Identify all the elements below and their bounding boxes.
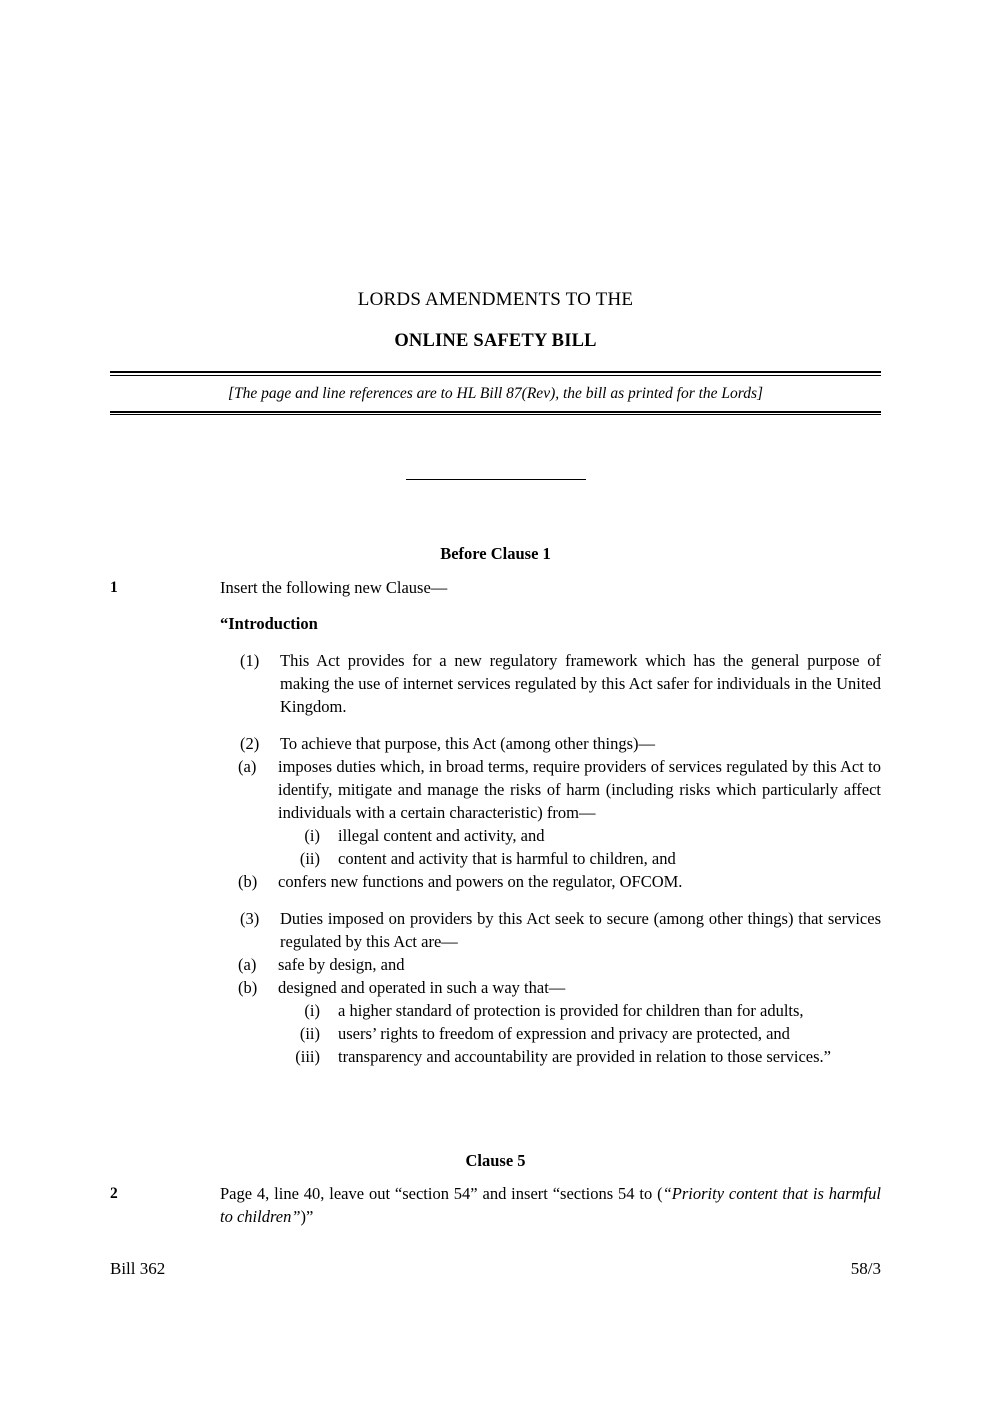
amendment-1-body — [220, 576, 881, 1068]
reference-note-text: [The page and line references are to HL Bill 87(Rev), the bill as printed for the Lords] — [227, 384, 764, 402]
subsection-3-item-b-text: designed and operated in such a way that— — [278, 978, 566, 997]
subsection-2-item-a-i — [220, 824, 881, 847]
subsection-2-marker: (2) — [240, 734, 260, 753]
amendment-2-body — [220, 1182, 881, 1228]
subsection-3-item-b — [220, 976, 881, 999]
inserted-clause-heading: “Introduction — [220, 614, 318, 633]
subsection-3-item-b-i-marker: (i) — [304, 1001, 320, 1020]
section-heading-before-clause-1: Before Clause 1 — [440, 544, 551, 563]
subsection-1 — [220, 649, 881, 718]
subsection-3-marker: (3) — [240, 909, 260, 928]
reference-note-block — [110, 371, 881, 415]
footer-bill-number: Bill 362 — [110, 1259, 166, 1278]
subsection-3-items — [220, 953, 881, 1068]
amendment-1 — [110, 576, 881, 1068]
subsection-2-item-a-i-text: illegal content and activity, and — [338, 826, 545, 845]
subsection-3-item-b-i — [220, 999, 881, 1022]
subsection-2-item-a — [220, 755, 881, 824]
document-title-line1: LORDS AMENDMENTS TO THE — [357, 289, 634, 310]
subsection-3-item-b-marker: (b) — [238, 978, 258, 997]
subsection-1-text: This Act provides for a new regulatory framework which has the general purpose of making the use of internet services regulated by this Act safer for individuals in the United Kingdom. — [280, 651, 881, 716]
subsection-3-item-b-iii-text: transparency and accountability are provided in relation to those services.” — [338, 1047, 831, 1066]
subsection-3-item-b-iii-marker: (iii) — [295, 1047, 320, 1066]
subsection-3-item-b-ii — [220, 1022, 881, 1045]
amendment-2-text-part2: )” — [300, 1207, 314, 1226]
subsection-2-item-a-ii-marker: (ii) — [299, 849, 320, 868]
subsection-3-item-a-text: safe by design, and — [278, 955, 405, 974]
subsection-3-item-b-i-text: a higher standard of protection is provided for children than for adults, — [338, 1001, 804, 1020]
subsection-2-item-a-marker: (a) — [238, 757, 257, 776]
subsection-2-text: To achieve that purpose, this Act (among other things)— — [280, 734, 656, 753]
subsection-2-item-b-text: confers new functions and powers on the regulator, OFCOM. — [278, 872, 683, 891]
subsection-2-item-a-i-marker: (i) — [304, 826, 320, 845]
subsection-2-item-a-ii-text: content and activity that is harmful to children, and — [338, 849, 676, 868]
amendment-1-lead: Insert the following new Clause— — [220, 578, 448, 597]
amendment-2 — [110, 1182, 881, 1228]
subsection-3-item-b-iii — [220, 1045, 881, 1068]
subsection-1-marker: (1) — [240, 651, 260, 670]
subsection-3-item-b-ii-marker: (ii) — [299, 1024, 320, 1043]
document-title-bill: ONLINE SAFETY BILL — [394, 331, 597, 351]
short-divider-wrap — [110, 470, 881, 488]
footer-page-reference: 58/3 — [850, 1259, 881, 1278]
subsection-3 — [220, 907, 881, 953]
page-footer — [110, 1258, 881, 1280]
subsection-2-items — [220, 755, 881, 893]
amendment-number-1: 1 — [110, 579, 118, 596]
amendment-2-text-italic: “Priority content that is harmful to children” — [220, 1184, 881, 1226]
subsection-2-item-a-text: imposes duties which, in broad terms, require providers of services regulated by this Act to identify, mitigate and manage the risks of harm (including risks which particularly affect individuals with a certain characteristic) from— — [278, 757, 881, 822]
subsection-3-text: Duties imposed on providers by this Act seek to secure (among other things) that services regulated by this Act are— — [280, 909, 881, 951]
subsection-3-item-a — [220, 953, 881, 976]
amendment-number-2: 2 — [110, 1185, 118, 1202]
subsection-3-item-a-marker: (a) — [238, 955, 257, 974]
subsection-2-item-b — [220, 870, 881, 893]
subsection-3-item-b-ii-text: users’ rights to freedom of expression and privacy are protected, and — [338, 1024, 790, 1043]
subsection-2 — [220, 732, 881, 755]
rule-bottom — [110, 411, 881, 416]
subsection-2-item-a-ii — [220, 847, 881, 870]
amendment-2-text-part1: Page 4, line 40, leave out “section 54” and insert “sections 54 to ( — [220, 1184, 663, 1203]
section-heading-clause-5: Clause 5 — [465, 1151, 526, 1170]
short-divider-rule — [406, 479, 586, 480]
subsection-2-item-b-marker: (b) — [238, 872, 258, 891]
